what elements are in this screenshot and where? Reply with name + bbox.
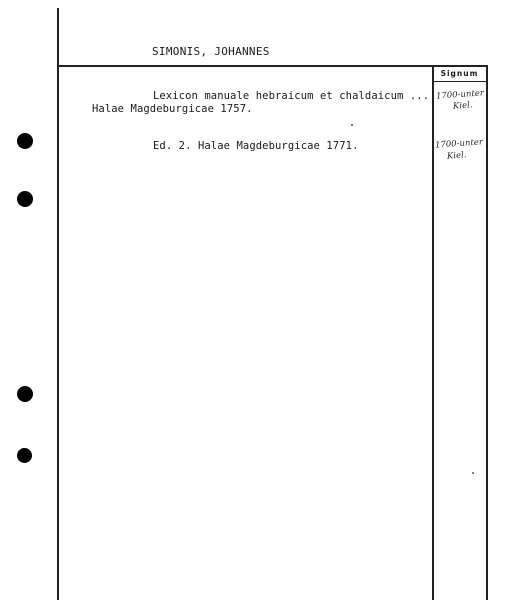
signum-column-label: Signum — [440, 69, 479, 78]
header-rule — [57, 65, 487, 67]
punch-hole — [17, 133, 33, 149]
punch-hole — [17, 448, 32, 463]
entry-2-signum-line-2: Kiel. — [446, 150, 467, 162]
signum-column-right-rule — [486, 65, 488, 600]
paper-speck — [351, 124, 353, 126]
entry-1-signum-line-1: 1700-unter — [435, 88, 485, 102]
left-margin-rule — [57, 8, 59, 600]
entry-2-signum-line-1: 1700-unter — [434, 137, 484, 151]
author-heading: SIMONIS, JOHANNES — [152, 45, 270, 58]
entry-1-title: Lexicon manuale hebraicum et chaldaicum ... — [153, 90, 430, 102]
punch-hole — [17, 386, 33, 402]
signum-label-rule — [432, 81, 487, 82]
entry-1-imprint: Halae Magdeburgicae 1757. — [92, 103, 253, 115]
punch-hole — [17, 191, 33, 207]
entry-1-signum-line-2: Kiel. — [452, 100, 473, 112]
entry-2-edition: Ed. 2. Halae Magdeburgicae 1771. — [153, 140, 359, 152]
paper-speck — [472, 472, 474, 474]
signum-column-left-rule — [432, 65, 434, 600]
